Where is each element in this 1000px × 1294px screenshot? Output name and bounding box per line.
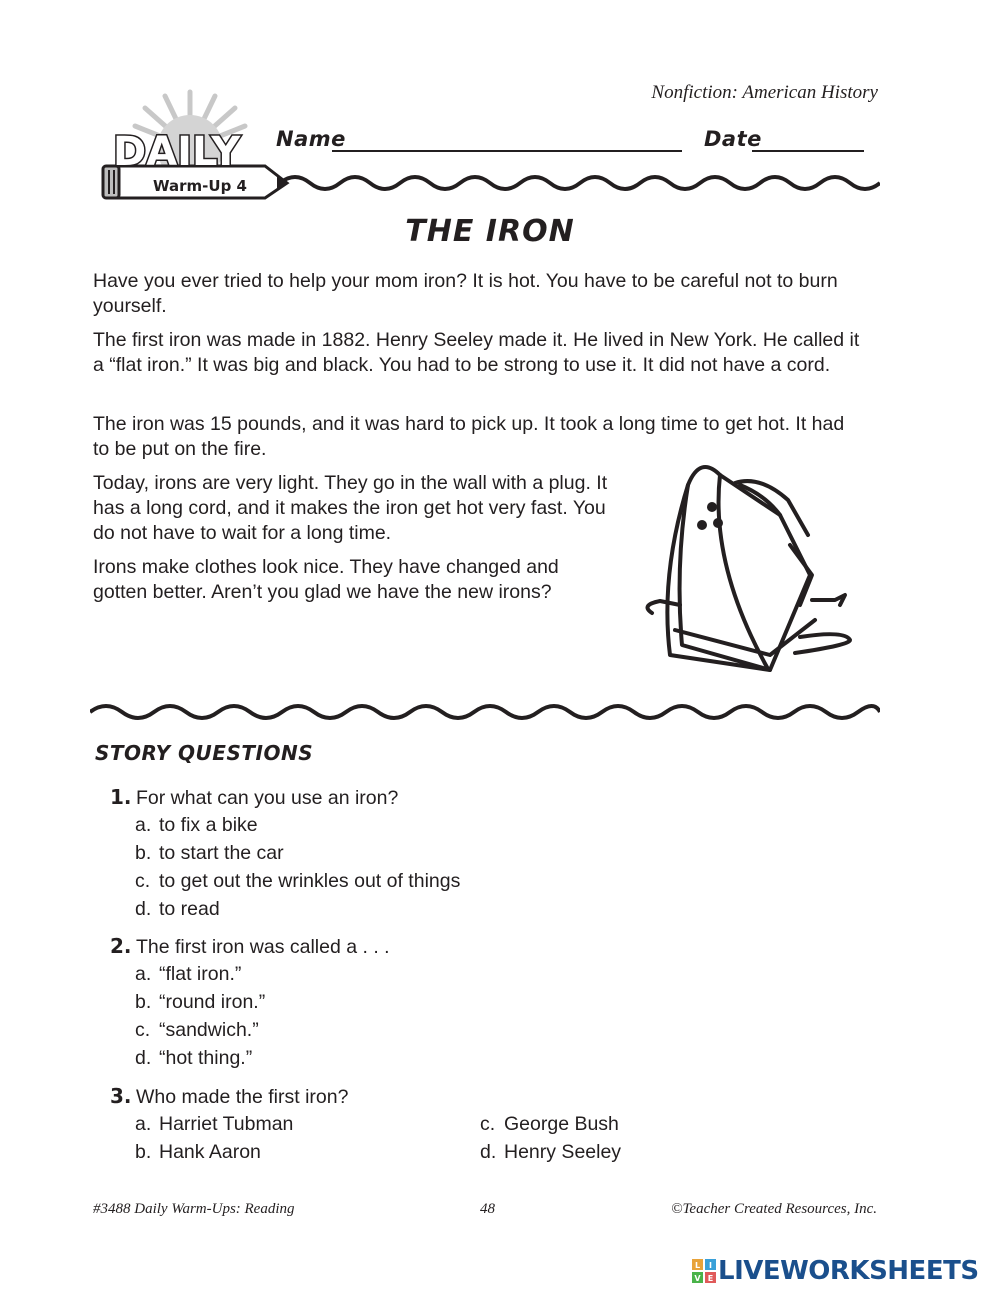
- iron-illustration: [640, 455, 860, 685]
- category-label: Nonfiction: American History: [651, 82, 878, 103]
- questions-heading: STORY QUESTIONS: [95, 741, 314, 765]
- footer-left: #3488 Daily Warm-Ups: Reading: [93, 1201, 295, 1217]
- question-text: For what can you use an iron?: [136, 787, 399, 809]
- option-2c[interactable]: c. “sandwich.”: [135, 1019, 259, 1041]
- option-3c[interactable]: c. George Bush: [480, 1113, 619, 1135]
- page-title: THE IRON: [405, 214, 575, 249]
- question-text: Who made the first iron?: [136, 1086, 349, 1108]
- option-3d[interactable]: d. Henry Seeley: [480, 1141, 622, 1163]
- svg-text:V: V: [694, 1274, 701, 1283]
- liveworksheets-wordmark: LIVEWORKSHEETS: [718, 1256, 979, 1286]
- option-2d[interactable]: d. “hot thing.”: [135, 1047, 253, 1069]
- svg-text:I: I: [709, 1261, 712, 1270]
- paragraph-3: The iron was 15 pounds, and it was hard to pick up. It took a long time to get hot. It had to be put on the fire.: [93, 413, 845, 460]
- paragraph-4: Today, irons are very light. They go in the wall with a plug. It has a long cord, and it makes the iron get hot very fast. You do not have to wait for a long time.: [93, 472, 608, 544]
- liveworksheets-logo-icon: [692, 1259, 716, 1283]
- question-number: 2.: [110, 934, 132, 958]
- option-2a[interactable]: a. “flat iron.”: [135, 963, 242, 985]
- option-1d[interactable]: d. to read: [135, 898, 220, 920]
- option-3b[interactable]: b. Hank Aaron: [135, 1141, 261, 1163]
- option-1c[interactable]: c. to get out the wrinkles out of things: [135, 870, 461, 892]
- paragraph-1: Have you ever tried to help your mom iron? It is hot. You have to be careful not to burn yourself.: [93, 270, 838, 317]
- question-number: 3.: [110, 1084, 132, 1108]
- option-3a[interactable]: a. Harriet Tubman: [135, 1113, 294, 1135]
- question-3: [110, 1082, 348, 1111]
- question-2: [110, 932, 390, 961]
- badge-subtitle: Warm-Up 4: [153, 177, 247, 195]
- question-1: [110, 783, 398, 812]
- date-label: Date: [704, 127, 762, 151]
- wavy-divider-top: [280, 168, 880, 198]
- footer-right: ©Teacher Created Resources, Inc.: [671, 1201, 877, 1217]
- option-1a[interactable]: a. to fix a bike: [135, 814, 258, 836]
- wavy-divider-middle: [90, 697, 880, 727]
- svg-text:L: L: [694, 1261, 701, 1270]
- question-number: 1.: [110, 785, 132, 809]
- date-field[interactable]: [752, 150, 864, 152]
- option-1b[interactable]: b. to start the car: [135, 842, 284, 864]
- paragraph-2: The first iron was made in 1882. Henry Seeley made it. He lived in New York. He called it a “flat iron.” It was big and black. You had to be strong to use it. It did not have a cord.: [93, 329, 860, 376]
- liveworksheets-brand[interactable]: [692, 1255, 979, 1287]
- svg-text:E: E: [707, 1274, 714, 1283]
- paragraph-5: Irons make clothes look nice. They have changed and gotten better. Aren’t you glad we have the new irons?: [93, 556, 559, 603]
- name-label: Name: [276, 127, 346, 151]
- daily-badge: [95, 88, 295, 208]
- question-text: The first iron was called a . . .: [136, 936, 390, 958]
- name-field[interactable]: [332, 150, 682, 152]
- option-2b[interactable]: b. “round iron.”: [135, 991, 266, 1013]
- badge-word: DAILY: [113, 129, 241, 175]
- footer-page-number: 48: [480, 1201, 495, 1217]
